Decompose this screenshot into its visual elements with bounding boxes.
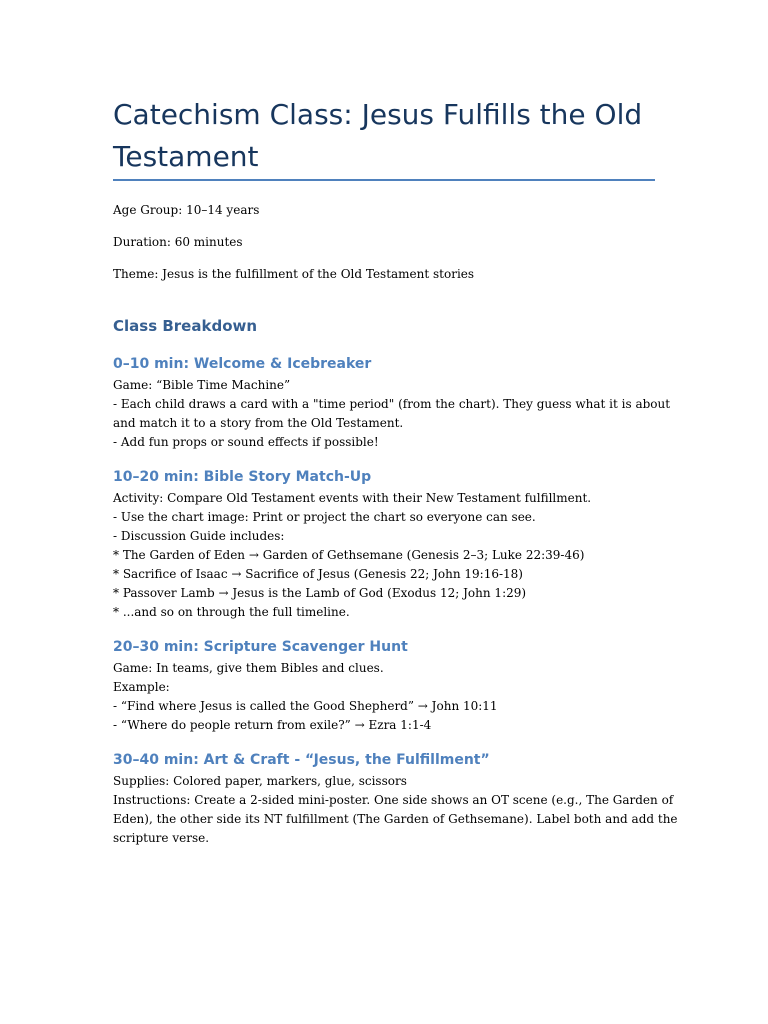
- section-heading-match-up: 10–20 min: Bible Story Match-Up: [113, 469, 372, 485]
- section-body-match-up: [113, 489, 658, 622]
- section-line: scripture verse.: [113, 831, 210, 845]
- section-heading-art-craft: 30–40 min: Art & Craft - “Jesus, the Fulfillment”: [113, 752, 490, 768]
- section-line: Game: “Bible Time Machine”: [113, 378, 291, 392]
- section-line: * ...and so on through the full timeline.: [113, 605, 350, 619]
- section-line: Example:: [113, 680, 170, 694]
- section-line: - “Find where Jesus is called the Good Shepherd” → John 10:11: [113, 699, 498, 713]
- section-line: Supplies: Colored paper, markers, glue, scissors: [113, 774, 407, 788]
- section-line: Eden), the other side its NT fulfillment (The Garden of Gethsemane). Label both and add the: [113, 812, 678, 826]
- section-line: Game: In teams, give them Bibles and clues.: [113, 661, 384, 675]
- title-underline: [113, 179, 655, 181]
- section-line: * Passover Lamb → Jesus is the Lamb of God (Exodus 12; John 1:29): [113, 586, 527, 600]
- section-line: Activity: Compare Old Testament events with their New Testament fulfillment.: [113, 491, 592, 505]
- age-group-text: Age Group: 10–14 years: [113, 203, 260, 217]
- section-line: - Add fun props or sound effects if possible!: [113, 435, 379, 449]
- section-line: - Discussion Guide includes:: [113, 529, 285, 543]
- section-line: Instructions: Create a 2-sided mini-poster. One side shows an OT scene (e.g., The Garden of: [113, 793, 674, 807]
- section-line: and match it to a story from the Old Testament.: [113, 416, 404, 430]
- section-line: * The Garden of Eden → Garden of Gethsemane (Genesis 2–3; Luke 22:39-46): [113, 548, 585, 562]
- section-line: - Use the chart image: Print or project the chart so everyone can see.: [113, 510, 536, 524]
- section-line: - Each child draws a card with a "time period" (from the chart). They guess what it is about: [113, 397, 671, 411]
- section-heading-scavenger-hunt: 20–30 min: Scripture Scavenger Hunt: [113, 639, 408, 655]
- section-line: - “Where do people return from exile?” → Ezra 1:1-4: [113, 718, 432, 732]
- duration-text: Duration: 60 minutes: [113, 235, 243, 249]
- document-title: Catechism Class: Jesus Fulfills the Old Testament: [113, 98, 643, 173]
- section-body-welcome: [113, 376, 671, 452]
- section-body-scavenger-hunt: [113, 659, 658, 735]
- section-heading-welcome: 0–10 min: Welcome & Icebreaker: [113, 356, 372, 372]
- theme-text: Theme: Jesus is the fulfillment of the Old Testament stories: [113, 267, 475, 281]
- section-body-art-craft: [113, 772, 678, 848]
- section-line: * Sacrifice of Isaac → Sacrifice of Jesus (Genesis 22; John 19:16-18): [113, 567, 523, 581]
- class-breakdown-heading: Class Breakdown: [113, 317, 258, 335]
